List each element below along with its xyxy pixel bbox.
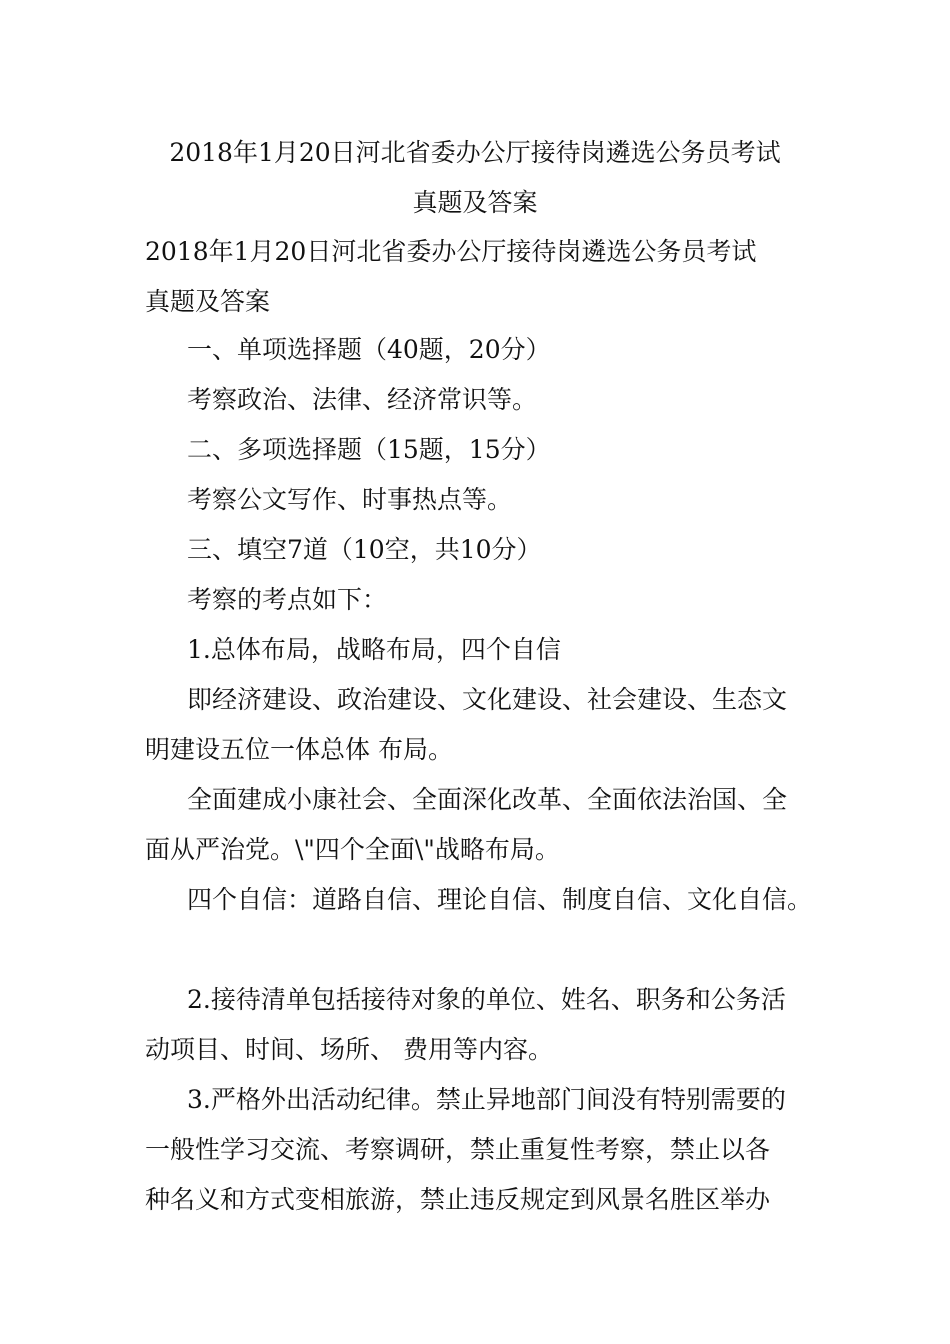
point-heading-3: 3.严格外出活动纪律。禁止异地部门间没有特别需要的	[187, 1085, 786, 1114]
body-line-11: 明建设五位一体总体 布局。	[145, 735, 453, 764]
body-line-18: 一般性学习交流、考察调研，禁止重复性考察，禁止以各	[145, 1135, 771, 1164]
body-line-16: 动项目、时间、场所、 费用等内容。	[145, 1035, 553, 1064]
body-line-19: 种名义和方式变相旅游，禁止违反规定到风景名胜区举办	[145, 1185, 771, 1214]
body-line-10: 即经济建设、政治建设、文化建设、社会建设、生态文	[187, 685, 788, 714]
body-line-6: 考察公文写作、时事热点等。	[187, 485, 513, 514]
body-line-12: 全面建成小康社会、全面深化改革、全面依法治国、全	[187, 785, 788, 814]
document-title-line-1: 2018年1月20日河北省委办公厅接待岗遴选公务员考试	[169, 138, 781, 167]
body-line-1: 2018年1月20日河北省委办公厅接待岗遴选公务员考试	[145, 237, 757, 266]
body-line-8: 考察的考点如下：	[187, 585, 388, 614]
section-heading-1: 一、单项选择题（40题，20分）	[187, 335, 551, 364]
body-line-13: 面从严治党。\"四个全面\"战略布局。	[145, 835, 560, 864]
point-heading-1: 1.总体布局，战略布局，四个自信	[187, 635, 561, 664]
point-heading-2: 2.接待清单包括接待对象的单位、姓名、职务和公务活	[187, 985, 786, 1014]
document-title-line-2: 真题及答案	[412, 188, 538, 217]
body-line-4: 考察政治、法律、经济常识等。	[187, 385, 538, 414]
section-heading-3: 三、填空7道（10空，共10分）	[187, 535, 542, 564]
body-line-14: 四个自信：道路自信、理论自信、制度自信、文化自信。	[187, 885, 813, 914]
body-line-2: 真题及答案	[145, 287, 271, 316]
section-heading-2: 二、多项选择题（15题，15分）	[187, 435, 551, 464]
